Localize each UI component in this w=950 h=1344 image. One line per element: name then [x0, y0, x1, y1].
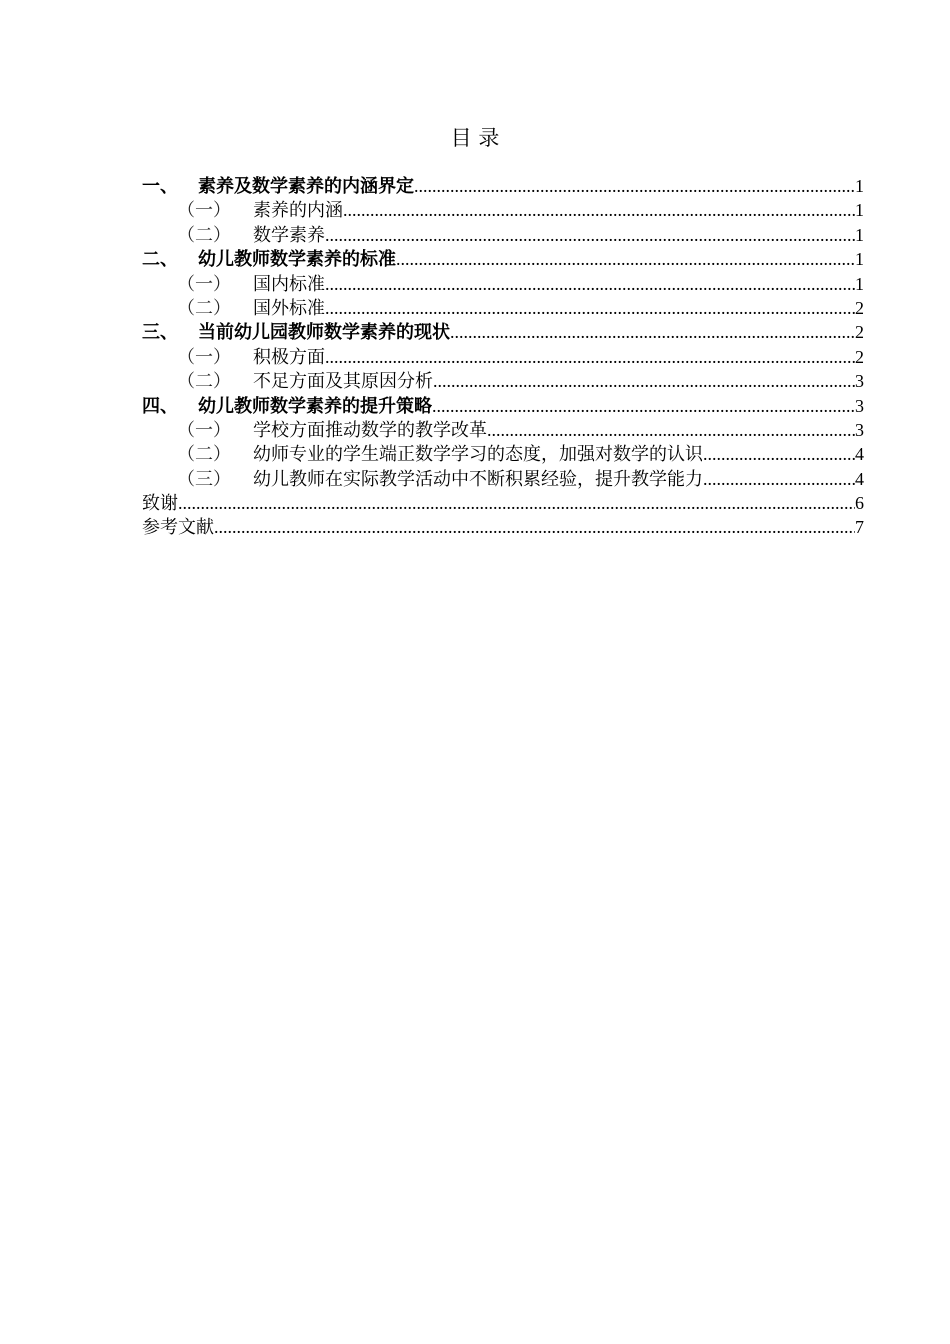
toc-entry-page: 4 [855, 468, 864, 489]
toc-entry-page: 2 [855, 346, 864, 367]
toc-entry-page: 1 [855, 224, 864, 245]
toc-entry-text: 国外标准 [253, 297, 325, 319]
toc-entry-number: （三） [177, 468, 231, 490]
toc-entry-number: （一） [177, 346, 231, 368]
toc-entry-text: 参考文献 [142, 517, 214, 539]
toc-entry-text: 数学素养 [253, 224, 325, 246]
toc-leader-dots [325, 345, 855, 369]
toc-title: 目 录 [450, 126, 500, 150]
toc-entry-number: （一） [177, 273, 231, 295]
toc-entry-text: 国内标准 [253, 273, 325, 295]
toc-entry-text: 致谢 [142, 493, 178, 515]
toc-entry-number: （一） [177, 200, 231, 222]
toc-entry-number: 四、 [142, 395, 178, 417]
toc-entry[interactable] [142, 320, 864, 344]
toc-leader-dots [703, 467, 855, 491]
toc-leader-dots [396, 247, 855, 271]
toc-entry[interactable] [142, 272, 864, 296]
toc-leader-dots [487, 418, 855, 442]
toc-entry-text: 素养及数学素养的内涵界定 [198, 176, 414, 197]
toc-entry-text: 积极方面 [253, 346, 325, 368]
toc-entry-page: 7 [855, 517, 864, 538]
toc-entry[interactable] [142, 223, 864, 247]
toc-entry[interactable] [142, 394, 864, 418]
table-of-contents [142, 174, 864, 540]
toc-entry[interactable] [142, 491, 864, 515]
toc-entry-number: （二） [177, 297, 231, 319]
toc-entry-page: 3 [855, 371, 864, 392]
toc-entry-text: 素养的内涵 [253, 200, 343, 222]
toc-entry-text: 幼师专业的学生端正数学学习的态度，加强对数学的认识 [253, 444, 703, 466]
toc-leader-dots [432, 394, 855, 418]
toc-leader-dots [325, 296, 855, 320]
toc-entry-text: 当前幼儿园教师数学素养的现状 [198, 322, 450, 344]
toc-leader-dots [433, 369, 855, 393]
toc-leader-dots [450, 320, 855, 344]
toc-leader-dots [343, 198, 855, 222]
toc-entry-page: 1 [855, 273, 864, 294]
toc-entry[interactable] [142, 174, 864, 198]
toc-entry-number: （二） [177, 224, 231, 246]
toc-entry-number: （二） [177, 444, 231, 466]
toc-entry-page: 6 [855, 493, 864, 514]
toc-entry[interactable] [142, 296, 864, 320]
toc-entry-page: 2 [855, 297, 864, 318]
toc-entry-page: 2 [855, 322, 864, 343]
toc-entry-page: 1 [855, 200, 864, 221]
toc-entry-number: 一、 [142, 176, 178, 197]
toc-entry-text: 幼儿教师在实际教学活动中不断积累经验，提升教学能力 [253, 468, 703, 490]
toc-entry-text: 幼儿教师数学素养的提升策略 [198, 395, 432, 417]
toc-leader-dots [325, 223, 855, 247]
toc-entry-text: 不足方面及其原因分析 [253, 371, 433, 393]
toc-entry-page: 4 [855, 444, 864, 465]
toc-entry[interactable] [142, 345, 864, 369]
toc-entry[interactable] [142, 442, 864, 466]
toc-leader-dots [178, 491, 855, 515]
toc-entry[interactable] [142, 515, 864, 539]
toc-leader-dots [325, 272, 855, 296]
toc-entry-number: （一） [177, 419, 231, 441]
toc-entry-page: 3 [855, 419, 864, 440]
toc-entry-number: 二、 [142, 249, 178, 271]
toc-entry-text: 幼儿教师数学素养的标准 [198, 249, 396, 271]
toc-entry-page: 3 [855, 395, 864, 416]
toc-leader-dots [414, 174, 855, 198]
toc-entry[interactable] [142, 369, 864, 393]
toc-entry[interactable] [142, 198, 864, 222]
toc-entry-text: 学校方面推动数学的教学改革 [253, 419, 487, 441]
toc-entry[interactable] [142, 467, 864, 491]
toc-leader-dots [214, 515, 855, 539]
toc-entry-number: 三、 [142, 322, 178, 344]
toc-entry-number: （二） [177, 371, 231, 393]
toc-entry-page: 1 [855, 176, 864, 196]
toc-entry[interactable] [142, 418, 864, 442]
toc-leader-dots [703, 442, 855, 466]
toc-entry[interactable] [142, 247, 864, 271]
toc-entry-page: 1 [855, 249, 864, 270]
